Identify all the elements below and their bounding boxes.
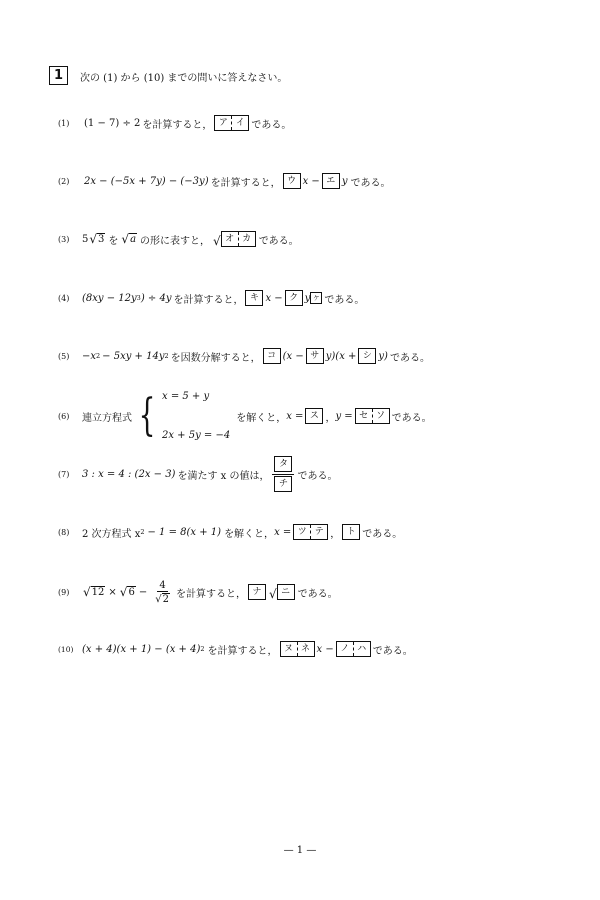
q5-part-1: (x − <box>282 350 304 362</box>
answer-box-to[interactable] <box>342 524 360 540</box>
q1-text-b: である。 <box>251 119 292 131</box>
answer-box-su[interactable] <box>305 408 323 424</box>
q10-exponent: 2 <box>200 645 205 653</box>
question-1-number: (1) <box>58 118 70 128</box>
q9-minus: − <box>138 586 148 598</box>
answer-cell-a: ア <box>218 118 228 128</box>
answer-cell-te: テ <box>310 525 327 539</box>
intro-text: 次の (1) から (10) までの問いに答えなさい。 <box>80 73 288 84</box>
answer-cell-ne: ネ <box>297 642 314 656</box>
answer-cell-ko: コ <box>267 351 277 361</box>
q9-text-a: を計算すると， <box>175 588 246 600</box>
q3-radicand-2: a <box>130 234 137 245</box>
answer-cell-se: セ <box>359 411 369 421</box>
question-5 <box>58 346 430 366</box>
answer-box-na[interactable] <box>248 584 266 600</box>
q9-text-b: である。 <box>297 588 338 600</box>
answer-cell-u: ウ <box>287 176 297 186</box>
q9-radicand-2: 6 <box>128 587 135 598</box>
q5-part-2: y)(x + <box>325 350 357 362</box>
q3-radicand-1: 3 <box>98 234 105 245</box>
q8-expression-b: − 1 = 8(x + 1) <box>147 526 222 538</box>
question-number-box: 1 <box>49 66 68 85</box>
answer-cell-ki: キ <box>249 293 259 303</box>
answer-box-e[interactable] <box>322 173 340 189</box>
q9-sqrt-6 <box>120 586 136 598</box>
q6-text-b: である。 <box>391 412 432 424</box>
answer-box-ni[interactable] <box>277 584 295 600</box>
q3-sqrt-3 <box>89 233 105 245</box>
q9-radicand-1: 12 <box>91 587 105 598</box>
answer-box-ko[interactable] <box>263 348 281 364</box>
answer-cell-nu: ヌ <box>283 644 293 654</box>
question-8 <box>58 522 402 542</box>
answer-cell-so: ソ <box>372 409 389 423</box>
q6-text-a: を解くと， <box>236 412 287 424</box>
q5-expression-b: − 5xy + 14y <box>102 350 165 362</box>
q4-text-a: を計算すると， <box>173 294 244 306</box>
question-7 <box>58 456 337 492</box>
q6-label: 連立方程式 <box>82 412 132 424</box>
q7-expression: 3 : x = 4 : (2x − 3) <box>82 468 176 480</box>
q9-radicand-3: 2 <box>162 593 169 605</box>
radical-sign: √ <box>155 593 162 605</box>
q4-text-b: である。 <box>324 294 365 306</box>
answer-box-a-i[interactable] <box>214 115 249 131</box>
answer-box-ke[interactable]: ケ <box>310 292 322 304</box>
answer-box-sa[interactable] <box>306 348 324 364</box>
q4-exponent: 3 <box>136 294 141 302</box>
q10-text-b: である。 <box>372 645 413 657</box>
answer-box-ta[interactable] <box>274 456 292 472</box>
q4-expression-a: (8xy − 12y <box>82 292 137 304</box>
q4-y-term: y <box>304 292 311 304</box>
q8-text-a: を解くと， <box>224 528 275 540</box>
system-brace: { <box>138 390 156 441</box>
q3-coefficient: 5 <box>82 233 89 245</box>
q3-text-b: である。 <box>258 235 299 247</box>
q9-times: × <box>108 586 117 598</box>
answer-box-nu-ne[interactable] <box>280 641 315 657</box>
answer-cell-ha: ハ <box>353 642 370 656</box>
answer-box-u[interactable] <box>283 173 301 189</box>
q5-expression-a: −x <box>82 350 97 362</box>
question-3 <box>58 229 299 249</box>
q6-equation-2: 2x + 5y = −4 <box>162 430 231 441</box>
answer-cell-chi: チ <box>278 479 288 489</box>
q6-separator: ， <box>325 412 336 424</box>
q8-separator: ， <box>330 528 341 540</box>
q3-text-a: の形に表すと， <box>140 235 211 247</box>
q6-y-equals: y = <box>335 410 353 422</box>
q5-text-b: である。 <box>389 352 430 364</box>
answer-box-ku[interactable] <box>285 290 303 306</box>
answer-box-chi[interactable] <box>274 476 292 492</box>
radical-sign: √ <box>268 587 277 601</box>
radical-sign: √ <box>89 232 98 246</box>
question-1 <box>58 113 291 133</box>
q9-sqrt-12 <box>83 586 105 598</box>
answer-cell-ta: タ <box>278 459 288 469</box>
answer-cell-sa: サ <box>310 351 320 361</box>
radical-sign: √ <box>121 232 130 246</box>
q9-fraction <box>152 580 173 605</box>
q3-sqrt-a <box>121 233 137 245</box>
q8-x-equals: x = <box>274 526 292 538</box>
question-4 <box>58 288 364 308</box>
question-7-number: (7) <box>58 469 70 479</box>
answer-cell-shi: シ <box>362 351 372 361</box>
answer-box-ki[interactable] <box>245 290 263 306</box>
q3-wo: を <box>108 235 119 247</box>
answer-cell-su: ス <box>309 411 319 421</box>
question-4-number: (4) <box>58 293 70 303</box>
answer-box-tsu-te[interactable] <box>293 524 328 540</box>
q7-answer-fraction <box>272 456 294 492</box>
q8-exponent: 2 <box>140 528 145 536</box>
answer-cell-e: エ <box>326 176 336 186</box>
q2-x-term: x − <box>302 175 320 187</box>
q10-expression: (x + 4)(x + 1) − (x + 4) <box>82 643 201 655</box>
question-5-number: (5) <box>58 351 70 361</box>
fraction-numerator: 4 <box>159 579 166 591</box>
q2-text-a: を計算すると， <box>210 177 281 189</box>
q1-text-a: を計算すると， <box>142 119 213 131</box>
question-9 <box>58 576 338 608</box>
fraction-denominator <box>152 592 173 605</box>
answer-cell-i: イ <box>231 116 248 130</box>
q3-answer-sqrt <box>213 231 258 247</box>
answer-cell-ku: ク <box>289 293 299 303</box>
answer-box-o-ka[interactable] <box>221 231 256 247</box>
q1-expression: (1 − 7) ÷ 2 <box>84 117 141 129</box>
question-6-number: (6) <box>58 411 70 421</box>
question-3-number: (3) <box>58 234 70 244</box>
q6-x-equals: x = <box>286 410 304 422</box>
q5-exponent-1: 2 <box>96 352 101 360</box>
q5-part-3: y) <box>378 350 388 362</box>
q10-x-term: x − <box>316 643 334 655</box>
q4-expression-b: ) ÷ 4y <box>140 292 172 304</box>
q7-text-b: である。 <box>297 470 338 482</box>
q8-expression-a: 2 次方程式 x <box>82 528 141 540</box>
answer-cell-ni: ニ <box>281 587 291 597</box>
question-10 <box>58 639 413 659</box>
radical-sign: √ <box>119 585 128 599</box>
fraction-denominator <box>272 475 294 492</box>
q10-text-a: を計算すると， <box>207 645 278 657</box>
question-6 <box>58 388 432 444</box>
q7-text-a: を満たす x の値は， <box>177 470 270 482</box>
page-number: — 1 — <box>283 845 317 856</box>
radical-sign: √ <box>83 585 91 599</box>
q2-text-b: である。 <box>350 177 391 189</box>
answer-box-se-so[interactable] <box>355 408 390 424</box>
answer-cell-no: ノ <box>340 644 350 654</box>
q2-y-term: y <box>341 175 348 187</box>
fraction-numerator <box>272 456 294 475</box>
answer-cell-tsu: ツ <box>297 527 307 537</box>
q2-expression: 2x − (−5x + 7y) − (−3y) <box>84 175 209 187</box>
answer-box-no-ha[interactable] <box>336 641 371 657</box>
question-2-number: (2) <box>58 176 70 186</box>
equation-system <box>162 391 230 441</box>
radical-sign: √ <box>213 234 221 248</box>
question-2 <box>58 171 390 191</box>
q4-x-term: x − <box>265 292 283 304</box>
q8-text-b: である。 <box>362 528 403 540</box>
answer-box-shi[interactable] <box>358 348 376 364</box>
q5-exponent-2: 2 <box>164 352 169 360</box>
q9-answer-sqrt <box>269 584 297 600</box>
answer-cell-o: オ <box>225 234 235 244</box>
answer-cell-na: ナ <box>252 587 262 597</box>
q9-sqrt-2 <box>155 593 170 605</box>
q6-equation-1: x = 5 + y <box>162 391 210 402</box>
answer-cell-ka: カ <box>238 232 255 246</box>
question-9-number: (9) <box>58 587 70 597</box>
answer-cell-to: ト <box>346 527 356 537</box>
q5-text-a: を因数分解すると， <box>170 352 261 364</box>
question-8-number: (8) <box>58 527 70 537</box>
question-10-number: (10) <box>58 644 74 654</box>
